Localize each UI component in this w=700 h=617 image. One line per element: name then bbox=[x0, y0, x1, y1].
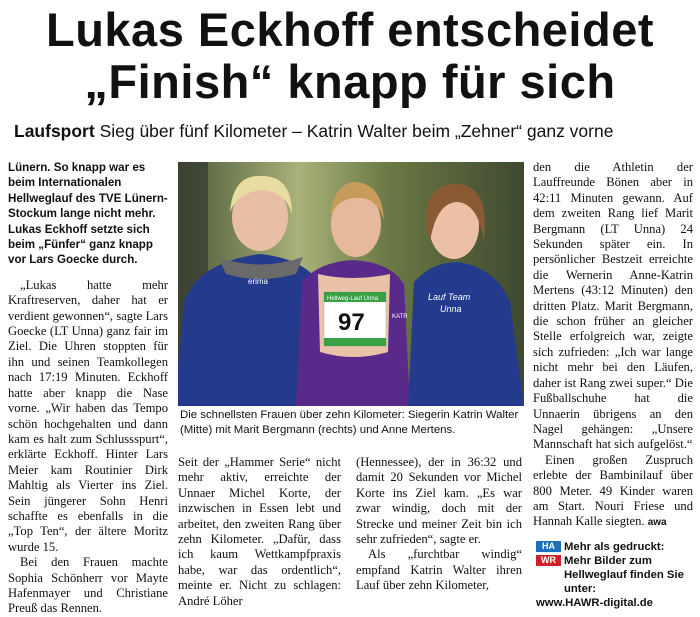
subheadline bbox=[14, 120, 694, 142]
promo-line-1: Mehr als gedruckt: bbox=[564, 541, 665, 553]
column2-paragraph: Seit der „Hammer Serie“ nicht mehr aktiv, erreichte der Unnaer Michel Korte, der inzwischen in Essen lebt und arbeitet, den zweiten Rang über zehn Kilometer. „Dafür, dass ich kaum Wettkampfpraxis habe, war das ordentlich“, meinte er. Nicht zu schlagen: André Löher bbox=[178, 455, 341, 608]
article-column-1 bbox=[8, 160, 168, 617]
ha-digital-badge: HA bbox=[536, 541, 561, 552]
column3-paragraph: Als „furchtbar windig“ empfand Katrin Walter ihren Lauf über zehn Kilometer, bbox=[356, 547, 522, 593]
article-column-3 bbox=[356, 455, 522, 594]
promo-box bbox=[536, 540, 696, 610]
bib-text: Hellweg-Lauf Unna bbox=[327, 296, 379, 302]
shirt-left-logo: erima bbox=[248, 277, 269, 286]
promo-link[interactable]: www.HAWR-digital.de bbox=[536, 597, 653, 609]
column4-paragraph bbox=[533, 453, 693, 531]
author-signature: awa bbox=[647, 517, 667, 529]
photo-caption: Die schnellsten Frauen über zehn Kilometer: Siegerin Katrin Walter (Mitte) mit Marit Bergmann (rechts) und Anne Mertens. bbox=[180, 409, 519, 436]
subheadline-text: Sieg über fünf Kilometer – Katrin Walter beim „Zehner“ ganz vorne bbox=[94, 121, 614, 141]
wr-digital-badge: WR bbox=[536, 555, 561, 566]
column3-paragraph: (Hennessee), der in 36:32 und damit 20 Sekunden vor Michel Korte ins Ziel kam. „Es war zwar windig, doch mit der Strecke und meiner Zeit bin ich sehr zufrieden“, sagte er. bbox=[356, 455, 522, 547]
column4-paragraph: den die Athletin der Lauffreunde Bönen aber in 42:11 Minuten gewann. Auf dem zweiten Rang lief Marit Bergmann (LT Unna) 24 Sekunden später ein. In persönlicher Bestzeit erreichte die Wernerin Anne-Katrin Mertens (43:12 Minuten) den dritten Platz. Marit Bergmann, die schon früher an gleicher Stelle erfolgreich war, zeigte sich zufrieden: „Ich war lange nicht mehr bei den Läufen, daher ist Rang zwei super.“ Die Fußballschuhe hat die Unnaerin übrigens an den Nagel gehängen: „Unsere Mannschaft hat sich aufgelöst.“ bbox=[533, 160, 693, 452]
article-column-4 bbox=[533, 160, 693, 531]
photo-illustration bbox=[178, 162, 524, 406]
article-lead: Lünern. So knapp war es beim Internationalen Hellweglauf des TVE Lünern-Stockum lange nicht mehr. Lukas Eckhoff setzte sich beim „Fünfer“ ganz knapp vor Lars Goecke durch. bbox=[8, 161, 168, 267]
column1-paragraph: Bei den Frauen machte Sophia Schönherr vor Mayte Hafenmayer und Christiane Preuß das Rennen. bbox=[8, 555, 168, 616]
shirt-right-line-2: Unna bbox=[440, 304, 462, 314]
headline-line-1: Lukas Eckhoff entscheidet bbox=[46, 3, 654, 56]
promo-line-2: Mehr Bilder zum Hellweglauf finden Sie unter: bbox=[564, 555, 684, 595]
bib-number: 97 bbox=[338, 309, 365, 336]
shirt-right-line-1: Lauf Team bbox=[428, 292, 471, 302]
subheadline-kicker: Laufsport bbox=[14, 121, 95, 141]
article-column-2 bbox=[178, 455, 341, 609]
shirt-middle-text: KATR bbox=[392, 314, 408, 320]
column4-last-text: Einen großen Zuspruch erlebte der Bambinilauf über 800 Meter. 49 Kinder waren am Start. Nouri Friese und Hannah Kalle siegten. bbox=[533, 452, 693, 529]
article-photo bbox=[178, 162, 524, 406]
column1-paragraph: „Lukas hatte mehr Kraftreserven, daher hat er verdient gewonnen“, sagte Lars Goecke (LT Unna) ganz fair im Ziel. Die Uhren stoppten für ihn und seinen Teamkollegen nach 17:19 Minuten. Eckhoff hatte aber knapp die Nase vorne. „Wir haben das Tempo schön hochgehalten und dann kam es halt zum Schlussspurt“, erklärte Eckhoff. Hinter Lars Meier kam Routinier Dirk Mahltig als Vierter ins Ziel. Sein jüngerer Sohn Henri schaffte es ebenfalls in die „Top Ten“, der ältere Moritz wurde 15. bbox=[8, 277, 168, 554]
headline-line-2: „Finish“ knapp für sich bbox=[84, 55, 616, 108]
